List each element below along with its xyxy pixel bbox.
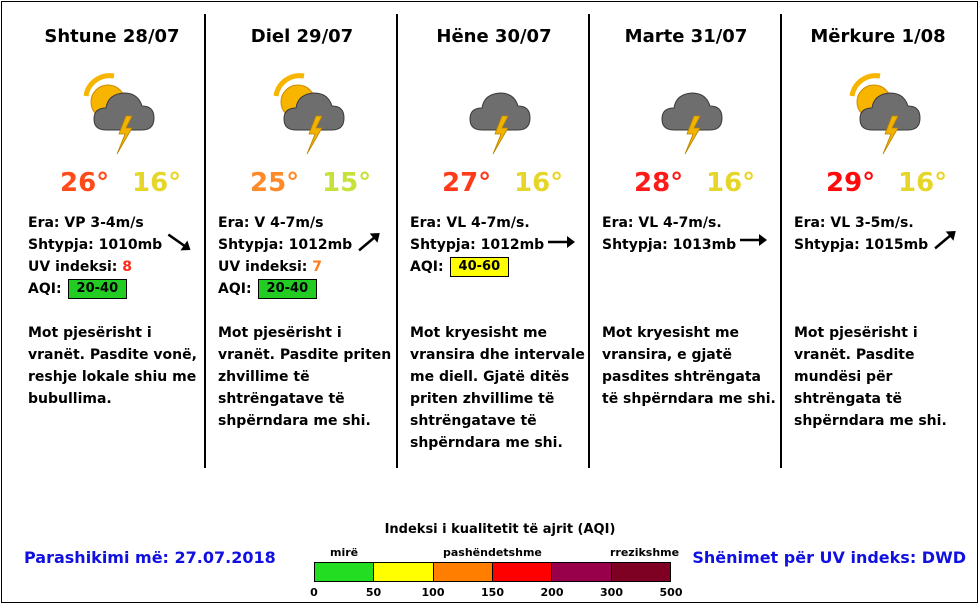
temp-min: 16°: [132, 168, 182, 198]
aqi-tick-label: 50: [365, 586, 382, 599]
weather-info: [410, 212, 544, 278]
uv-value: 7: [312, 259, 323, 275]
aqi-segment: [374, 563, 433, 581]
wind-direction-arrow-icon: [354, 230, 384, 254]
aqi-label: AQI:: [28, 281, 62, 297]
temp-min: 16°: [898, 168, 948, 198]
weather-info: [602, 212, 736, 256]
weather-info: [794, 212, 928, 256]
forecast-description: Mot kryesisht me vransira, e gjatë pasdites shtrëngata të shpërndara me shi.: [602, 325, 776, 407]
temp-max: 25°: [250, 168, 300, 198]
cloud-thunder-icon: [646, 62, 742, 158]
temp-max: 29°: [826, 168, 876, 198]
wind-text: Era: VL 3-5m/s.: [794, 215, 914, 231]
aqi-badge: 20-40: [68, 279, 128, 299]
aqi-label: AQI:: [410, 259, 444, 275]
wind-direction-arrow-icon: [164, 230, 194, 254]
cloud-thunder-icon: [454, 62, 550, 158]
uv-label: UV indeksi:: [218, 259, 313, 275]
wind-text: Era: VL 4-7m/s.: [602, 215, 722, 231]
aqi-label: AQI:: [218, 281, 252, 297]
pressure-text: Shtypja: 1012mb: [218, 237, 353, 253]
aqi-row: [410, 256, 544, 278]
aqi-tick-label: 150: [481, 586, 504, 599]
forecast-description: Mot pjesërisht i vranët. Pasdite mundësi për shtrëngata të shpërndara me shi.: [794, 325, 947, 429]
wind-direction-arrow-icon: [738, 228, 768, 252]
aqi-tick-label: 200: [540, 586, 564, 599]
forecast-description: Mot pjesërisht i vranët. Pasdite vonë, reshje lokale shiu me bubullima.: [28, 325, 197, 407]
uv-row: [28, 256, 162, 278]
temp-max: 26°: [60, 168, 110, 198]
pressure-text: Shtypja: 1010mb: [28, 237, 163, 253]
day-title: Mërkure 1/08: [810, 26, 946, 47]
day-column: [590, 0, 782, 470]
aqi-segment: [612, 563, 670, 581]
pressure-text: Shtypja: 1013mb: [602, 237, 737, 253]
uv-value: 8: [122, 259, 133, 275]
temp-min: 15°: [322, 168, 372, 198]
forecast-description: Mot pjesërisht i vranët. Pasdite priten zhvillime të shtrëngatave të shpërndara me shi.: [218, 325, 392, 429]
temp-max: 27°: [442, 168, 492, 198]
temp-min: 16°: [514, 168, 564, 198]
day-title: Marte 31/07: [624, 26, 748, 47]
forecast-date: Parashikimi më: 27.07.2018: [24, 548, 276, 567]
aqi-badge: 40-60: [450, 257, 510, 277]
day-title: Shtune 28/07: [44, 26, 180, 47]
uv-note: Shënimet për UV indeks: DWD: [692, 548, 966, 567]
aqi-segment: [315, 563, 374, 581]
temp-min: 16°: [706, 168, 756, 198]
aqi-tick-label: 0: [310, 586, 318, 599]
sun-cloud-thunder-icon: [72, 62, 168, 158]
uv-row: [218, 256, 352, 278]
wind-direction-arrow-icon: [930, 228, 960, 252]
aqi-segment: [434, 563, 493, 581]
day-column: [206, 0, 398, 470]
aqi-tick-label: 100: [421, 586, 445, 599]
sun-cloud-thunder-icon: [838, 62, 934, 158]
forecast-description: Mot kryesisht me vransira dhe intervale me diell. Gjatë ditës priten zhvillime të shtrëngatave të shpërndara me shi.: [410, 325, 585, 451]
weather-info: [218, 212, 352, 300]
wind-direction-arrow-icon: [546, 230, 576, 254]
wind-text: Era: V 4-7m/s: [218, 215, 324, 231]
day-column: [398, 0, 590, 470]
aqi-badge: 20-40: [258, 279, 318, 299]
aqi-segment: [552, 563, 611, 581]
aqi-row: [28, 278, 162, 300]
wind-text: Era: VP 3-4m/s: [28, 215, 144, 231]
pressure-text: Shtypja: 1015mb: [794, 237, 929, 253]
aqi-scale-title: Indeksi i kualitetit të ajrit (AQI): [384, 522, 616, 537]
aqi-word-good: mirë: [330, 546, 359, 559]
aqi-tick-label: 300: [600, 586, 623, 599]
day-column: [782, 0, 974, 470]
aqi-row: [218, 278, 352, 300]
aqi-word-hazardous: rrezikshme: [610, 546, 680, 559]
aqi-word-unhealthy: pashëndetshme: [443, 546, 542, 559]
aqi-tick-label: 500: [659, 586, 683, 599]
aqi-color-scale: [314, 562, 671, 582]
day-title: Hëne 30/07: [436, 26, 552, 47]
weather-info: [28, 212, 162, 300]
sun-cloud-thunder-icon: [262, 62, 358, 158]
wind-text: Era: VL 4-7m/s.: [410, 215, 530, 231]
pressure-text: Shtypja: 1012mb: [410, 237, 545, 253]
temp-max: 28°: [634, 168, 684, 198]
day-column: [16, 0, 208, 470]
uv-label: UV indeksi:: [28, 259, 123, 275]
day-title: Diel 29/07: [250, 26, 354, 47]
aqi-segment: [493, 563, 552, 581]
